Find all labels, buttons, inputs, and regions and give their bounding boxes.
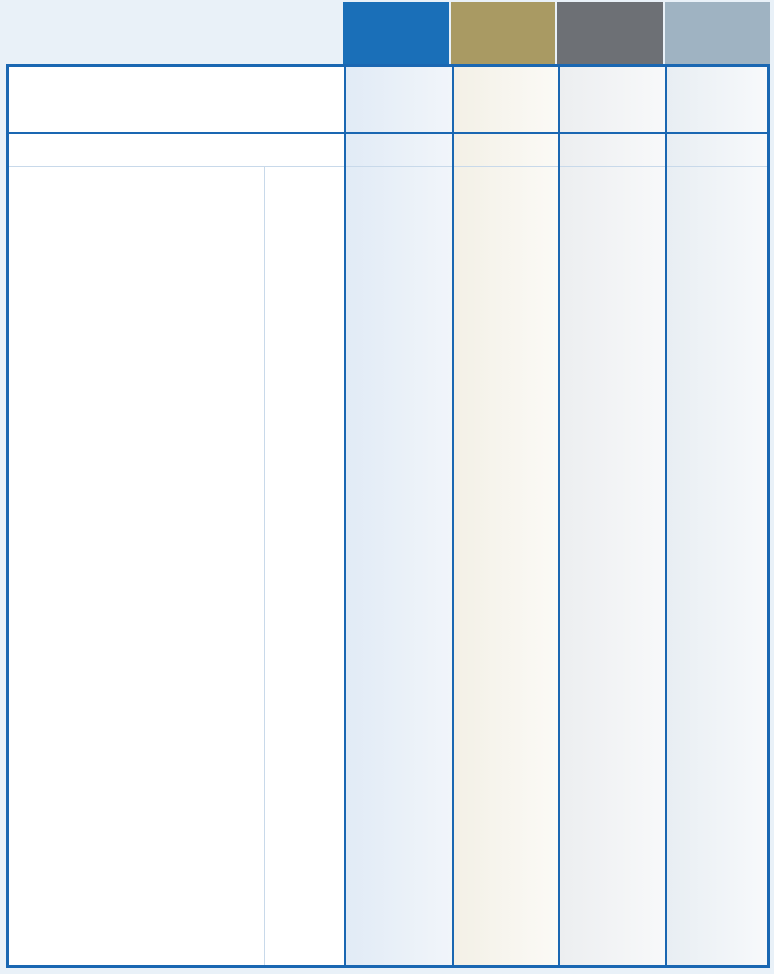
- divider: [452, 67, 454, 965]
- qualifying-row: [9, 67, 767, 134]
- divider: [264, 167, 265, 965]
- benefits-header-row: [9, 134, 767, 167]
- column-bg-gold: [453, 67, 558, 965]
- column-bg-blue: [346, 67, 452, 965]
- divider: [344, 67, 346, 965]
- tier-header-blue: [343, 2, 449, 64]
- tier-header-diamond: [665, 2, 770, 64]
- column-bg-platinum: [559, 67, 666, 965]
- divider: [558, 67, 560, 965]
- benefits-table: [6, 64, 770, 968]
- column-bg-diamond: [667, 67, 767, 965]
- tier-header-platinum: [557, 2, 663, 64]
- divider: [665, 67, 667, 965]
- tier-header-gold: [451, 2, 555, 64]
